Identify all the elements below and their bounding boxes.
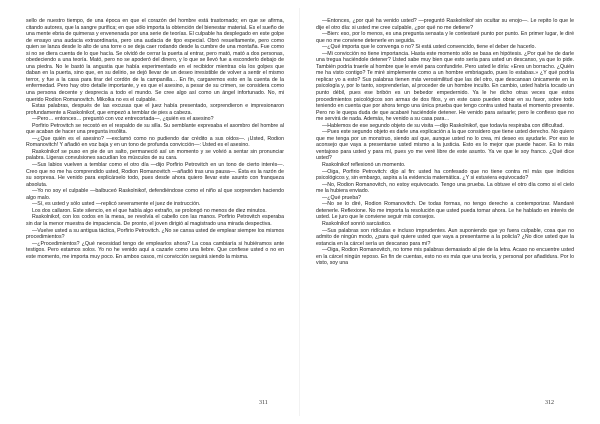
paragraph: —Pues este segundo objeto es darle una explicación a la que considero que tiene usted derecho. No quiero que me tenga por un monstruo, siendo así que, aunque usted no lo crea, mi deseo es ayudarle. Por eso le aconsejo que vaya a presentarse usted mismo a la justicia. Esto es lo mejor que puede hacer. Es lo más ventajoso para usted y para mí, pues yo me veré libre de este asunto. Ya ve que le soy franco. ¿Qué dice usted? [316,129,574,162]
paragraph: Raskolnikof, con los codos en la mesa, se revolvía el cabello con las manos. Porfirio Petrovitch esperaba sin dar la menor muestra de impaciencia. De pronto, el joven dirigió al magistrado una mirada despectiva. [26,214,284,227]
paragraph: Raskolnikof se puso en pie de un salto, permaneció así un momento y se volvió a sentar sin pronunciar palabra. Ligeras convulsiones sacudían los músculos de su cara. [26,148,284,162]
paragraph: —¿Que quién es el asesino? —exclamó como no pudiendo dar crédito a sus oídos—. ¡Usted, Rodion Romanovitch! Y añadió en voz baja y en un tono de profunda convicción—: Usted es el asesino. [26,135,284,149]
paragraph: —¿Procedimientos? ¿Qué necesidad tengo de emplearlos ahora? La cosa cambiaría si hubiéramos ante testigos. Pero estamos solos. Yo no he venido aquí a cazarle como una liebre. Que confiese usted o no en este momento, me importa muy poco. En ambos casos, mi convicción seguirá siendo la misma. [26,240,284,260]
paragraph: —No, Rodion Romanovitch, no estoy equivocado. Tengo una prueba. La obtuve el otro día como si el cielo me la hubiera enviado. [316,181,574,195]
page-gutter [299,8,300,416]
paragraph: —Entonces, ¿por qué ha venido usted? —preguntó Raskolnikof sin ocultar su enojo—. Le repito lo que le dije el otro día: si usted me cree culpable, ¿por qué no me detiene? [316,18,574,31]
paragraph: —Yo no soy el culpable —balbuceó Raskolnikof, defendiéndose como el niño al que sorprenden haciendo algo malo. [26,188,284,201]
paragraph: —¿Qué prueba? [322,194,362,201]
paragraph: —Hablemos de ese segundo objeto de su visita —dijo Raskolnikof, que todavía respiraba con dificultad. [322,122,564,129]
paragraph: Raskolnikof sonrió sarcástico. [322,220,392,227]
paragraph: sello de nuestro tiempo, de una época en que el corazón del hombre está trastornado; en que se afirma, citando autores, que la sangre purifica; en que sólo importa la obtención del bienestar material. Es el sueño de una mente ebria de quimeras y envenenada por una serie de teorías. El culpable ha desplegado en este golpe de ensayo una audacia extraordinaria, pero una audacia de tipo especial. Obró resueltamente, pero como quien se lanza desde lo alto de una torre o se deja caer rodando desde la cumbre de una montaña. Fue como si no se diera cuenta de lo que hacía. Se olvidó de cerrar la puerta al entrar, pero mató, mató a dos personas, obedeciendo a una teoría. Mató, pero no se apoderó del dinero, y lo que se llevó fue a esconderlo debajo de una piedra. No le bastó la angustia que había experimentado en el recibidor mientras oía los golpes que daban en la puerta, sino que, en su delirio, se dejó llevar de un deseo irresistible de volver a sentir el mismo terror, y fue a la casa para tirar del cordón de la campanilla… En fin, cargaremos esto en la cuenta de la enfermedad. Pero hay otro detalle importante, y es que el asesino, a pesar de su crimen, se considera como una persona decente y desprecia a todo el mundo. Se cree algo así como un ángel infortunado. No, mi querido Rodion Romanovitch. Mikolka no es el culpable. [26,18,284,103]
paragraph: Porfirio Petrovitch se recostó en el respaldo de su silla. Su semblante expresaba el asombro del hombre al que acaban de hacer una pregunta insólita. [26,122,284,136]
right-page-number: 312 [545,400,554,406]
paragraph: Raskolnikof reflexionó un momento. [322,162,406,169]
paragraph: —¿Qué importa que le convenga o no? Si está usted convencido, tiene el deber de hacerlo. [322,44,536,51]
right-page-text [316,18,574,396]
paragraph: —Pero… entonces… preguntó con voz entrecortada—, ¿quién es el asesino? [32,116,214,123]
paragraph: Estas palabras, después de las excusas que el juez había presentado, sorprendieron e impresionaron profundamente a Raskolnikof, que empezó a temblar de pies a cabeza. [26,103,284,116]
paragraph: Los dos callaron. Este silencio, en el que había algo extraño, se prolongó no menos de diez minutos. [32,207,267,214]
paragraph: —Oiga, Rodion Romanovitch, no tome mis palabras demasiado al pie de la letra. Acaso no encuentre usted en la cárcel ningún reposo. En fin de cuentas, esto no es más que una teoría, y personal por añadidura. Por lo visto, soy una [316,247,574,267]
paragraph: —No se lo diré, Rodion Romanovitch. De todas formas, no tengo derecho a contemporizar. Mandaré detenerle. Reflexione. No me importa la resolución que usted pueda tomar ahora. Le he hablado en interés de usted. Le juro que le conviene seguir mis consejos. [316,201,574,221]
paragraph: —Sus palabras son ridículas e incluso imprudentes. Aun suponiendo que yo fuera culpable, cosa que no admito de ningún modo, ¿para qué quiere usted que vaya a presentarme a la policía? ¿No dice usted que la estancia en la cárcel sería un descanso para mí? [316,227,574,247]
paragraph: —Sus labios vuelven a temblar como el otro día —dijo Porfirio Petrovitch en un tono de cierto interés—. Creo que no me ha comprendido usted, Rodion Romanovitch —añadió tras una pausa—. Ésta es la razón de su sorpresa. He venido para explicárselo todo, pues desde ahora quiero llevar este asunto con franqueza absoluta. [26,162,284,188]
left-page-text [26,18,284,396]
left-page-number: 311 [259,400,268,406]
paragraph: —Mi convicción no tiene importancia. Hasta este momento sólo se basa en hipótesis. ¿Por qué he de darle una tregua haciéndole detener? Usted sabe muy bien que esto sería para usted un descanso, ya que lo pide. También podría traerle al hombre que le envié para confundirle. Pero usted le diría: «Eres un borracho. ¿Quién me ha visto contigo? Te miré simplemente como a un hombre embriagado, pues lo estabas.» ¿Y qué podría replicar yo a esto? Sus palabras tienen más verosimilitud que las del otro, que descansan únicamente en la psicología y, por lo tanto, sorprenderían, al proceder de un hombre inculto. En cambio, usted habría tocado un punto débil, pues ese bribón es un bebedor empedernido. Ya le he dicho otras veces que estos procedimientos psicológicos son armas de dos filos, y en este caso pueden obrar en su favor, sobre todo teniendo en cuenta que por ahora tengo una única prueba que tengo contra usted hasta el momento presente. Pero no le quepa duda de que acabaré haciéndole detener. He venido para avisarle; pero le confieso que no me servirá de nada. Además, he venido a su casa para… [316,50,574,123]
paragraph: —Oiga, Porfirio Petrovitch: dijo al fin: usted ha confesado que no tiene contra mí más que indicios psicológicos y, sin embargo, aspira a la evidencia matemática. ¿Y si estuviera equivocado? [316,168,574,182]
paragraph: —Bien: eso, por lo menos, es una pregunta sensata y le contestaré punto por punto. En primer lugar, le diré que no me conviene detenerle en seguida. [316,31,574,44]
paragraph: —Vuelve usted a su antigua táctica, Porfirio Petrovitch. ¿No se cansa usted de emplear siempre los mismos procedimientos? [26,227,284,241]
paragraph: —Sí, es usted y sólo usted —replicó severamente el juez de instrucción. [32,201,201,208]
